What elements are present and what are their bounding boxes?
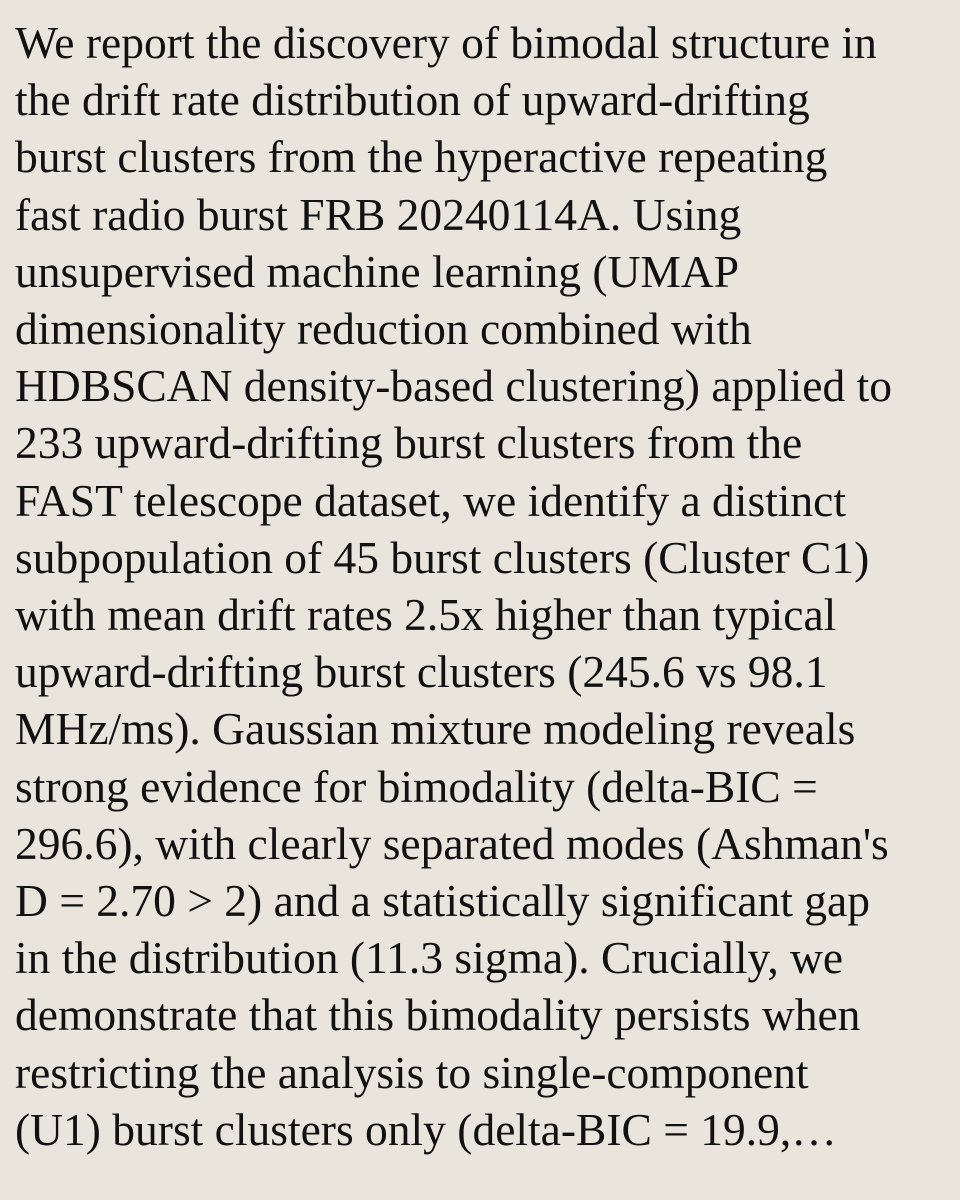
abstract-line-5: unsupervised machine learning (UMAP xyxy=(15,245,740,297)
abstract-line-7: HDBSCAN density-based clustering) applied to xyxy=(15,360,893,412)
abstract-line-3: burst clusters from the hyperactive repeating xyxy=(15,131,828,183)
abstract-line-4: fast radio burst FRB 20240114A. Using xyxy=(15,188,742,240)
abstract-line-18: demonstrate that this bimodality persists when xyxy=(15,989,861,1041)
abstract-line-14: strong evidence for bimodality (delta-BIC = xyxy=(15,760,818,812)
abstract-line-11: with mean drift rates 2.5x higher than typical xyxy=(15,589,837,641)
abstract-line-15: 296.6), with clearly separated modes (Ashman's xyxy=(15,817,889,869)
abstract-line-9: FAST telescope dataset, we identify a distinct xyxy=(15,474,847,526)
abstract-line-19: restricting the analysis to single-component xyxy=(15,1046,809,1098)
abstract-text xyxy=(15,14,950,1158)
abstract-line-6: dimensionality reduction combined with xyxy=(15,303,752,355)
abstract-line-17: in the distribution (11.3 sigma). Crucially, we xyxy=(15,932,844,984)
abstract-line-2: the drift rate distribution of upward-drifting xyxy=(15,74,810,126)
abstract-line-1: We report the discovery of bimodal structure in xyxy=(15,17,877,68)
abstract-line-20: (U1) burst clusters only (delta-BIC = 19.9,… xyxy=(15,1103,837,1155)
abstract-line-16: D = 2.70 > 2) and a statistically significant gap xyxy=(15,875,870,927)
abstract-line-8: 233 upward-drifting burst clusters from the xyxy=(15,417,803,469)
abstract-line-10: subpopulation of 45 burst clusters (Cluster C1) xyxy=(15,531,870,583)
abstract-line-13: MHz/ms). Gaussian mixture modeling reveals xyxy=(15,703,856,755)
abstract-line-12: upward-drifting burst clusters (245.6 vs 98.1 xyxy=(15,646,828,698)
